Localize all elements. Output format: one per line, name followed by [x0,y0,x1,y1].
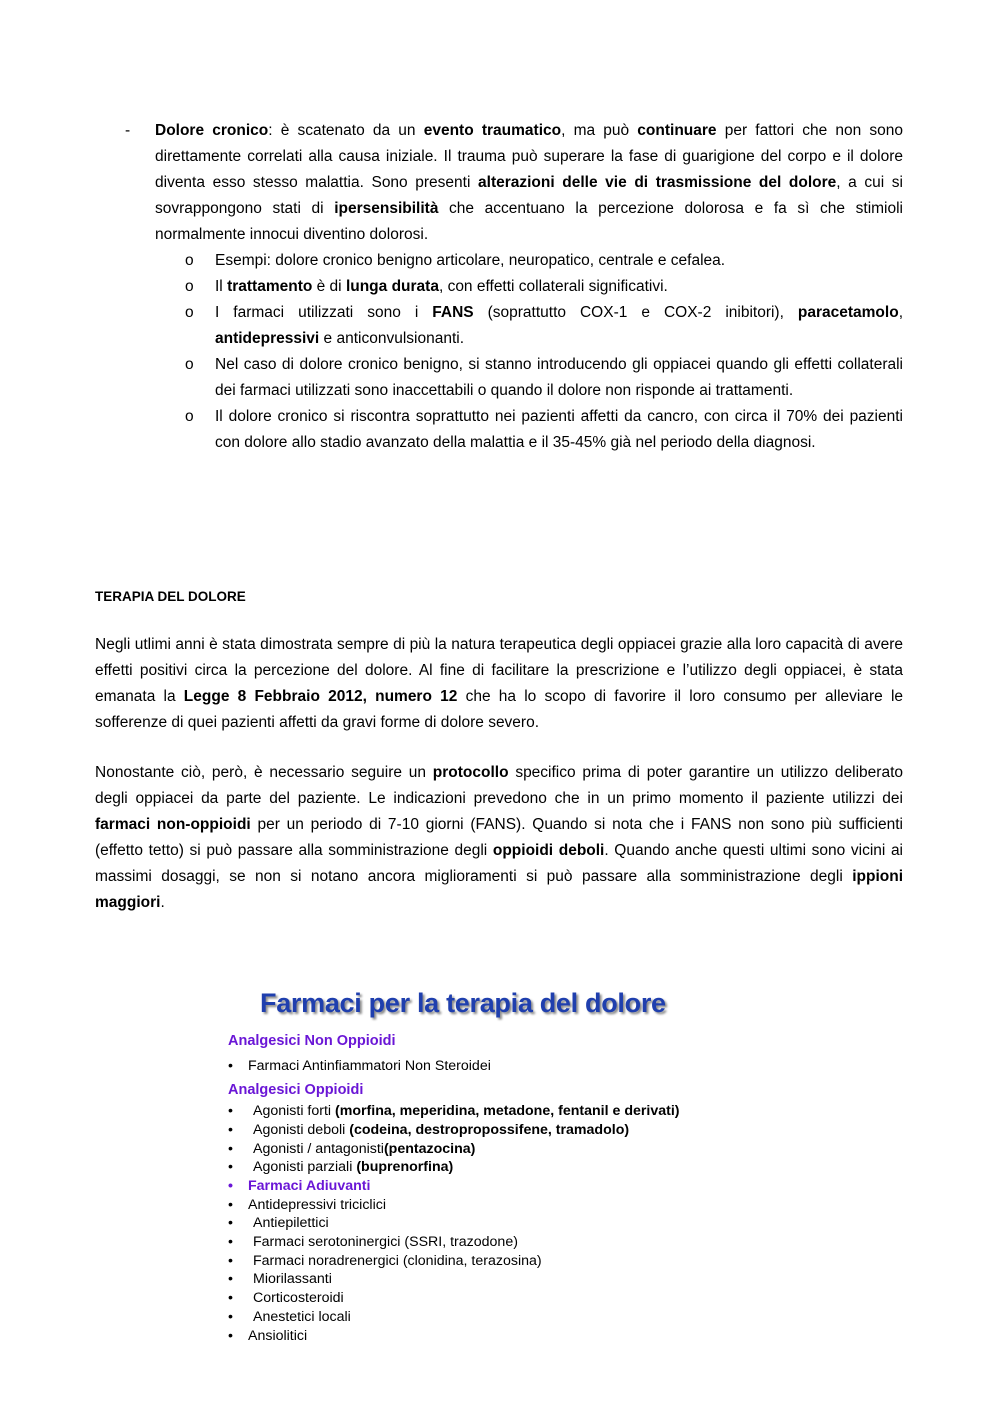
list-item: o Il trattamento è di lunga durata, con effetti collaterali significativi. [215,274,903,300]
law-reference: Legge 8 Febbraio 2012, numero 12 [183,688,458,705]
circle-bullet: o [185,278,194,295]
bold-term: continuare [637,122,717,139]
list-item: • Antiepilettici [228,1215,329,1232]
section-title-adjuvant: • Farmaci Adiuvanti [228,1177,371,1194]
bold-term: alterazioni delle vie di trasmissione del dolore [478,174,837,191]
list-item: • Agonisti parziali (buprenorfina) [228,1159,454,1176]
circle-bullet: o [185,304,194,321]
list-item: • Farmaci Antinfiammatori Non Steroidei [228,1057,491,1074]
figure-title: Farmaci per la terapia del dolore [260,988,666,1018]
bold-term: ipersensibilità [334,200,439,217]
list-item: • Farmaci serotoninergici (SSRI, trazodone) [228,1234,518,1251]
list-item: • Corticosteroidi [228,1290,344,1307]
bold-term: Dolore cronico [155,122,269,139]
list-item: • Miorilassanti [228,1271,332,1288]
section-heading: TERAPIA DEL DOLORE [95,589,246,604]
therapy-paragraph-1: Negli utlimi anni è stata dimostrata sempre di più la natura terapeutica degli oppiacei grazie alla loro capacità di avere effetti positivi circa la percezione del dolore. Al fine di facilitare la prescrizione e l’utilizzo degli oppiacei, è stata emanata la Legge 8 Febbraio 2012, numero 12 che ha lo scopo di favorire il loro consumo per alleviare le sofferenze di quei pazienti affetti da gravi forme di dolore severo. [95,636,904,731]
circle-bullet: o [185,408,194,425]
list-item: • Agonisti / antagonisti(pentazocina) [228,1140,476,1157]
drug-list-figure [222,982,782,1352]
therapy-paragraph-2: Nonostante ciò, però, è necessario seguire un protocollo specifico prima di poter garantire un utilizzo deliberato degli oppiacei da parte del paziente. Le indicazioni prevedono che in un primo momento il paziente utilizzi dei farmaci non-oppioidi per un periodo di 7-10 giorni (FANS). Quando si nota che i FANS non sono più sufficienti (effetto tetto) si può passare alla somministrazione degli oppioidi deboli. Quando anche questi ultimi sono vicini ai massimi dosaggi, se non si notano ancora miglioramenti si può passare alla somministrazione degli ippioni maggiori. [95,764,904,911]
list-item: • Ansiolitici [228,1327,308,1344]
list-item: o Il dolore cronico si riscontra soprattutto nei pazienti affetti da cancro, con circa il 70% dei pazienti con dolore allo stadio avanzato della malattia e il 35-45% già nel periodo della diagnosi. [215,404,903,456]
circle-bullet: o [185,356,194,373]
list-item: • Agonisti forti (morfina, meperidina, metadone, fentanil e derivati) [228,1103,680,1120]
list-item: o Nel caso di dolore cronico benigno, si stanno introducendo gli oppiacei quando gli effetti collaterali dei farmaci utilizzati sono inaccettabili o quando il dolore non risponde ai trattamenti. [215,352,903,404]
section-title-opioid: Analgesici Oppioidi [228,1082,364,1099]
dash-bullet: - [125,122,131,139]
figure-list [228,1032,768,1345]
list-item: o I farmaci utilizzati sono i FANS (soprattutto COX-1 e COX-2 inibitori), paracetamolo, antidepressivi e anticonvulsionanti. [215,300,903,352]
bold-term: evento traumatico [423,122,562,139]
chronic-pain-paragraph: Dolore cronico: è scatenato da un evento traumatico, ma può continuare per fattori che non sono direttamente correlati alla causa iniziale. Il trauma può superare la fase di guarigione del corpo e il dolore diventa esso stesso malattia. Sono presenti alterazioni delle vie di trasmissione del dolore, a cui si sovrappongono stati di ipersensibilità che accentuano la percezione dolorosa e fa sì che stimioli normalmente innocui diventino dolorosi. [155,122,904,243]
circle-bullet: o [185,252,194,269]
list-item: • Anestetici locali [228,1308,351,1325]
list-item: • Farmaci noradrenergici (clonidina, terazosina) [228,1252,542,1269]
list-item: • Antidepressivi triciclici [228,1196,386,1213]
list-item: o Esempi: dolore cronico benigno articolare, neuropatico, centrale e cefalea. [215,248,903,274]
chronic-pain-sublist [185,248,903,456]
list-item: • Agonisti deboli (codeina, destropropossifene, tramadolo) [228,1121,630,1138]
section-title-non-opioid: Analgesici Non Oppioidi [228,1033,396,1049]
